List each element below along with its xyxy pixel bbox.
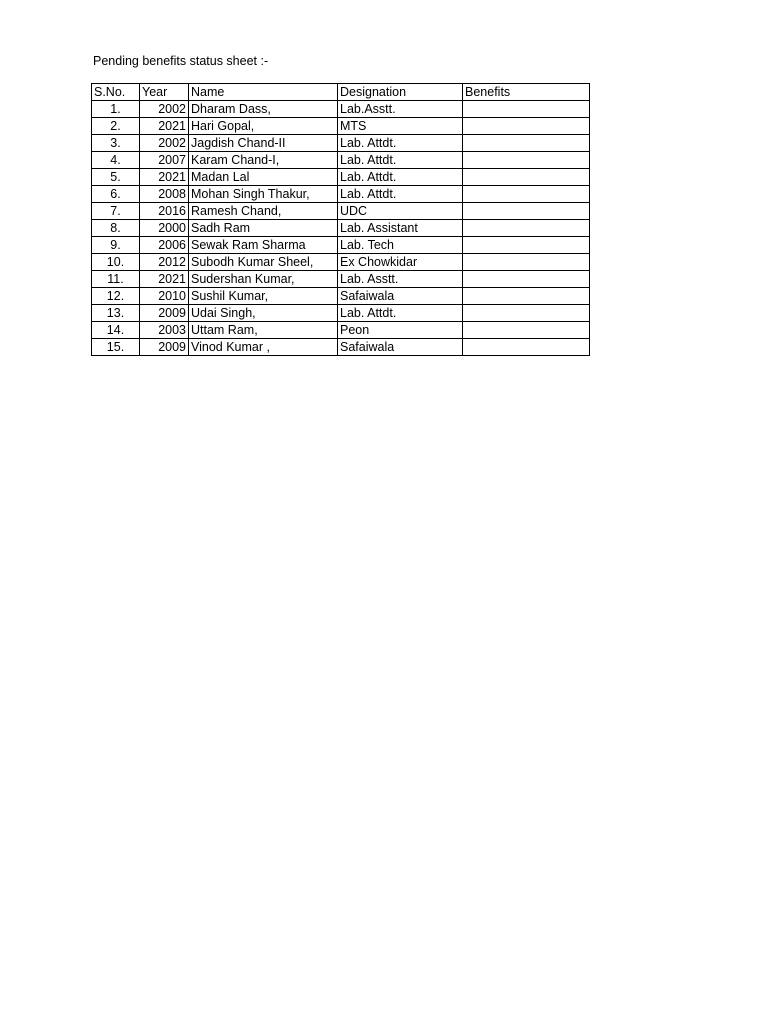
table-row: [92, 101, 590, 118]
cell-designation: Ex Chowkidar: [338, 254, 463, 271]
cell-designation: Safaiwala: [338, 339, 463, 356]
cell-benefits: [463, 135, 590, 152]
cell-year: 2007: [140, 152, 189, 169]
table-header-row: [92, 84, 590, 101]
cell-benefits: [463, 288, 590, 305]
cell-sno: 13.: [92, 305, 140, 322]
cell-sno: 6.: [92, 186, 140, 203]
cell-year: 2016: [140, 203, 189, 220]
cell-year: 2008: [140, 186, 189, 203]
cell-year: 2010: [140, 288, 189, 305]
cell-name: Mohan Singh Thakur,: [189, 186, 338, 203]
cell-year: 2021: [140, 271, 189, 288]
table-row: [92, 152, 590, 169]
table-body: [92, 101, 590, 356]
cell-name: Subodh Kumar Sheel,: [189, 254, 338, 271]
cell-designation: Lab. Attdt.: [338, 186, 463, 203]
cell-year: 2006: [140, 237, 189, 254]
table-row: [92, 118, 590, 135]
benefits-status-table: [91, 83, 590, 356]
header-benefits: Benefits: [463, 84, 590, 101]
cell-year: 2002: [140, 135, 189, 152]
cell-benefits: [463, 237, 590, 254]
cell-sno: 7.: [92, 203, 140, 220]
cell-benefits: [463, 220, 590, 237]
cell-name: Uttam Ram,: [189, 322, 338, 339]
cell-benefits: [463, 186, 590, 203]
cell-designation: Lab. Attdt.: [338, 169, 463, 186]
cell-year: 2003: [140, 322, 189, 339]
cell-benefits: [463, 322, 590, 339]
cell-name: Jagdish Chand-II: [189, 135, 338, 152]
cell-sno: 2.: [92, 118, 140, 135]
header-sno: S.No.: [92, 84, 140, 101]
cell-name: Sudershan Kumar,: [189, 271, 338, 288]
cell-designation: Lab. Tech: [338, 237, 463, 254]
cell-name: Ramesh Chand,: [189, 203, 338, 220]
cell-sno: 11.: [92, 271, 140, 288]
table-row: [92, 220, 590, 237]
cell-name: Madan Lal: [189, 169, 338, 186]
cell-benefits: [463, 271, 590, 288]
cell-year: 2012: [140, 254, 189, 271]
sheet-title: Pending benefits status sheet :-: [93, 54, 269, 68]
table-row: [92, 271, 590, 288]
table-row: [92, 203, 590, 220]
cell-sno: 15.: [92, 339, 140, 356]
cell-designation: Lab. Assistant: [338, 220, 463, 237]
table-row: [92, 135, 590, 152]
cell-sno: 12.: [92, 288, 140, 305]
cell-year: 2021: [140, 169, 189, 186]
cell-name: Hari Gopal,: [189, 118, 338, 135]
table-row: [92, 186, 590, 203]
cell-sno: 3.: [92, 135, 140, 152]
cell-sno: 14.: [92, 322, 140, 339]
cell-designation: Lab. Attdt.: [338, 152, 463, 169]
cell-sno: 10.: [92, 254, 140, 271]
cell-benefits: [463, 254, 590, 271]
cell-designation: UDC: [338, 203, 463, 220]
header-name: Name: [189, 84, 338, 101]
table-row: [92, 254, 590, 271]
table-row: [92, 305, 590, 322]
cell-name: Vinod Kumar ,: [189, 339, 338, 356]
table-row: [92, 339, 590, 356]
cell-name: Sewak Ram Sharma: [189, 237, 338, 254]
header-designation: Designation: [338, 84, 463, 101]
cell-year: 2000: [140, 220, 189, 237]
cell-sno: 5.: [92, 169, 140, 186]
cell-designation: Lab. Asstt.: [338, 271, 463, 288]
cell-designation: Peon: [338, 322, 463, 339]
cell-benefits: [463, 101, 590, 118]
cell-benefits: [463, 152, 590, 169]
table-row: [92, 322, 590, 339]
cell-benefits: [463, 339, 590, 356]
cell-name: Udai Singh,: [189, 305, 338, 322]
cell-name: Sadh Ram: [189, 220, 338, 237]
cell-name: Dharam Dass,: [189, 101, 338, 118]
cell-benefits: [463, 169, 590, 186]
cell-designation: MTS: [338, 118, 463, 135]
cell-name: Karam Chand-I,: [189, 152, 338, 169]
cell-year: 2021: [140, 118, 189, 135]
cell-year: 2002: [140, 101, 189, 118]
cell-benefits: [463, 118, 590, 135]
cell-designation: Lab. Attdt.: [338, 305, 463, 322]
cell-sno: 9.: [92, 237, 140, 254]
cell-benefits: [463, 305, 590, 322]
cell-sno: 8.: [92, 220, 140, 237]
cell-sno: 4.: [92, 152, 140, 169]
cell-year: 2009: [140, 339, 189, 356]
cell-sno: 1.: [92, 101, 140, 118]
header-year: Year: [140, 84, 189, 101]
cell-name: Sushil Kumar,: [189, 288, 338, 305]
cell-year: 2009: [140, 305, 189, 322]
cell-designation: Lab. Attdt.: [338, 135, 463, 152]
cell-designation: Lab.Asstt.: [338, 101, 463, 118]
table-row: [92, 288, 590, 305]
table-row: [92, 237, 590, 254]
cell-designation: Safaiwala: [338, 288, 463, 305]
cell-benefits: [463, 203, 590, 220]
table-row: [92, 169, 590, 186]
